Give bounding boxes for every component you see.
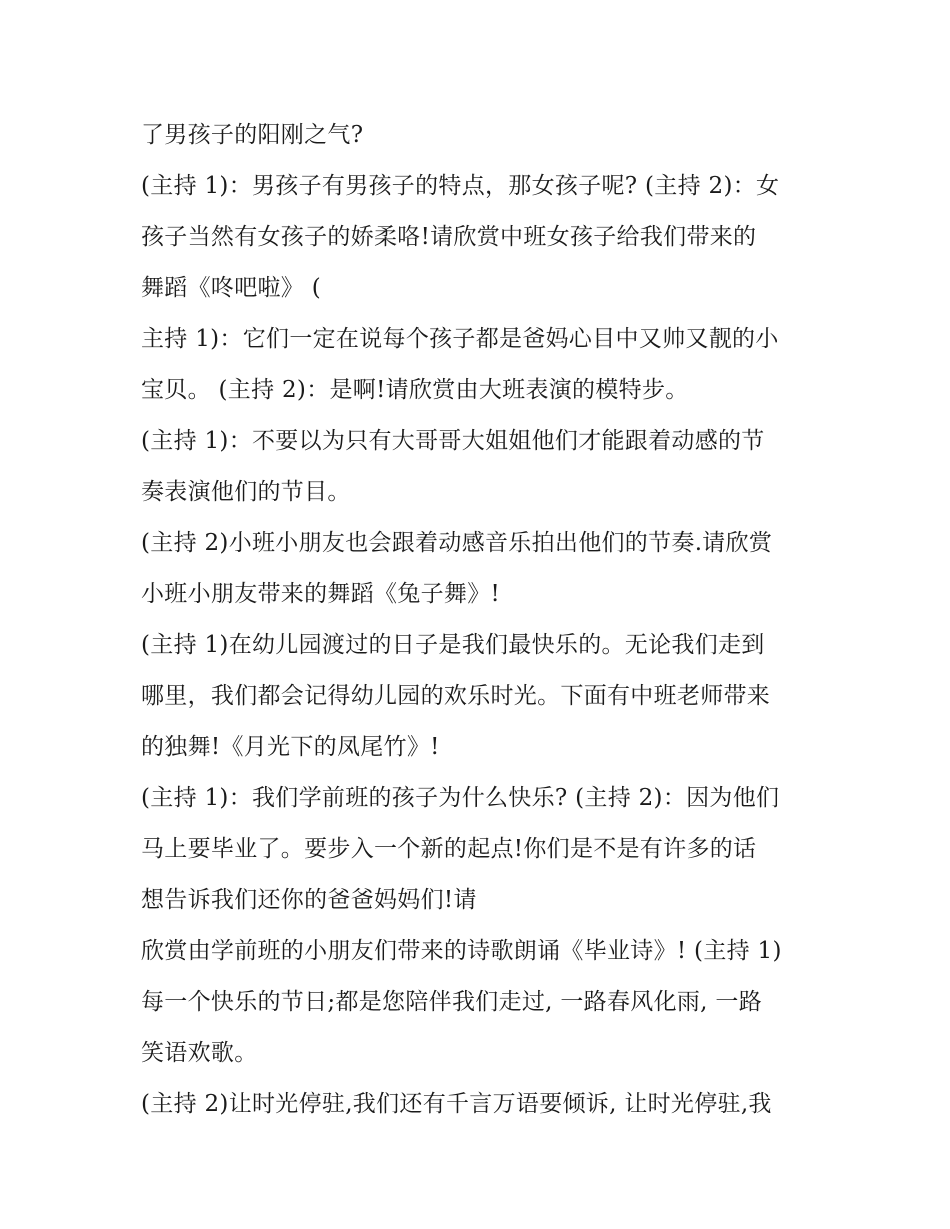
text-line: 孩子当然有女孩子的娇柔咯!请欣赏中班女孩子给我们带来的 [141, 224, 757, 250]
text-line: (主持 1)：我们学前班的孩子为什么快乐? (主持 2)：因为他们 [141, 785, 780, 811]
text-line: 的独舞!《月光下的凤尾竹》! [141, 734, 440, 760]
text-line: 了男孩子的阳刚之气? [141, 122, 364, 148]
text-line: 主持 1)：它们一定在说每个孩子都是爸妈心目中又帅又靓的小 [141, 326, 779, 352]
text-line: (主持 2)小班小朋友也会跟着动感音乐拍出他们的节奏.请欣赏 [141, 530, 773, 556]
document-body [141, 110, 831, 1130]
text-line: (主持 1)：不要以为只有大哥哥大姐姐他们才能跟着动感的节 [141, 428, 765, 454]
text-line: 想告诉我们还你的爸爸妈妈们!请 [141, 887, 477, 913]
text-line: 笑语欢歌。 [141, 1040, 258, 1066]
text-line: 宝贝。 (主持 2)：是啊!请欣赏由大班表演的模特步。 [141, 377, 689, 403]
text-line: (主持 2)让时光停驻,我们还有千言万语要倾诉, 让时光停驻,我 [141, 1091, 772, 1117]
text-line: 小班小朋友带来的舞蹈《兔子舞》! [141, 581, 501, 607]
text-line: 马上要毕业了。要步入一个新的起点!你们是不是有许多的话 [141, 836, 757, 862]
text-line: 哪里，我们都会记得幼儿园的欢乐时光。下面有中班老师带来 [141, 683, 771, 709]
text-line: 每一个快乐的节日;都是您陪伴我们走过, 一路春风化雨, 一路 [141, 989, 762, 1015]
text-line: (主持 1)在幼儿园渡过的日子是我们最快乐的。无论我们走到 [141, 632, 765, 658]
text-line: 奏表演他们的节目。 [141, 479, 351, 505]
text-line: (主持 1)：男孩子有男孩子的特点，那女孩子呢? (主持 2)：女 [141, 173, 780, 199]
text-line: 舞蹈《咚吧啦》 ( [141, 275, 321, 301]
text-line: 欣赏由学前班的小朋友们带来的诗歌朗诵《毕业诗》! (主持 1) [141, 938, 782, 964]
